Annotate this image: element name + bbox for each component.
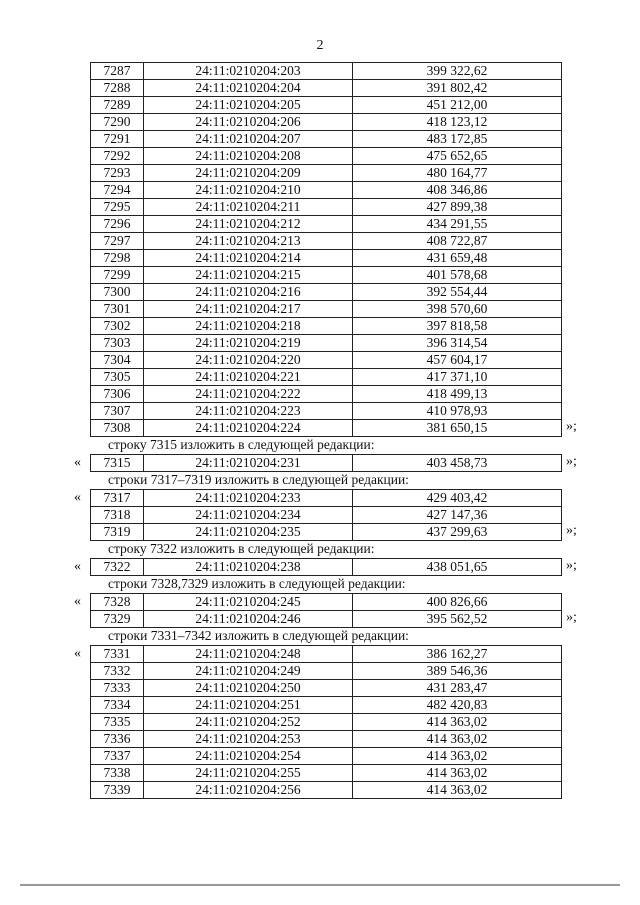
value-cell: 398 570,60 — [353, 301, 562, 318]
row-number-cell: 7288 — [91, 80, 144, 97]
row-number-cell: 7296 — [91, 216, 144, 233]
value-cell: 391 802,42 — [353, 80, 562, 97]
row-number-cell: 7303 — [91, 335, 144, 352]
cadastral-number-cell: 24:11:0210204:212 — [144, 216, 353, 233]
value-cell: 418 499,13 — [353, 386, 562, 403]
table-row — [91, 182, 562, 199]
value-cell: 395 562,52 — [353, 611, 562, 628]
table-row — [91, 352, 562, 369]
value-cell: 414 363,02 — [353, 714, 562, 731]
row-number-cell: 7292 — [91, 148, 144, 165]
table-row — [91, 131, 562, 148]
row-number-cell: 7302 — [91, 318, 144, 335]
row-number-cell: 7335 — [91, 714, 144, 731]
row-number-cell: 7329 — [91, 611, 144, 628]
cadastral-number-cell: 24:11:0210204:220 — [144, 352, 353, 369]
cadastral-number-cell: 24:11:0210204:249 — [144, 663, 353, 680]
row-number-cell: 7293 — [91, 165, 144, 182]
table-row — [91, 490, 562, 507]
section-instruction: строку 7322 изложить в следующей редакции: — [108, 541, 375, 556]
table-row — [91, 250, 562, 267]
row-number-cell: 7291 — [91, 131, 144, 148]
opening-quote: « — [74, 594, 81, 609]
cadastral-number-cell: 24:11:0210204:255 — [144, 765, 353, 782]
value-cell: 418 123,12 — [353, 114, 562, 131]
closing-quote: »; — [566, 610, 577, 625]
table-row — [91, 165, 562, 182]
section-instruction: строки 7328,7329 изложить в следующей редакции: — [108, 576, 406, 591]
row-number-cell: 7300 — [91, 284, 144, 301]
cadastral-number-cell: 24:11:0210204:208 — [144, 148, 353, 165]
cadastral-number-cell: 24:11:0210204:204 — [144, 80, 353, 97]
value-cell: 400 826,66 — [353, 594, 562, 611]
table-row — [91, 594, 562, 611]
cadastral-number-cell: 24:11:0210204:234 — [144, 507, 353, 524]
cadastral-number-cell: 24:11:0210204:216 — [144, 284, 353, 301]
row-number-cell: 7334 — [91, 697, 144, 714]
table-row — [91, 731, 562, 748]
cadastral-number-cell: 24:11:0210204:238 — [144, 559, 353, 576]
value-cell: 410 978,93 — [353, 403, 562, 420]
value-cell: 397 818,58 — [353, 318, 562, 335]
cadastral-number-cell: 24:11:0210204:206 — [144, 114, 353, 131]
row-number-cell: 7305 — [91, 369, 144, 386]
closing-quote: »; — [566, 419, 577, 434]
opening-quote: « — [74, 455, 81, 470]
value-cell: 482 420,83 — [353, 697, 562, 714]
cadastral-number-cell: 24:11:0210204:217 — [144, 301, 353, 318]
table-row — [91, 216, 562, 233]
table-row — [91, 335, 562, 352]
cadastral-number-cell: 24:11:0210204:222 — [144, 386, 353, 403]
value-cell: 437 299,63 — [353, 524, 562, 541]
table-row — [91, 748, 562, 765]
table-row — [91, 714, 562, 731]
cadastral-number-cell: 24:11:0210204:215 — [144, 267, 353, 284]
value-cell: 389 546,36 — [353, 663, 562, 680]
table-row — [91, 386, 562, 403]
row-number-cell: 7287 — [91, 63, 144, 80]
table-row — [91, 420, 562, 437]
value-cell: 431 283,47 — [353, 680, 562, 697]
table-row — [91, 507, 562, 524]
cadastral-number-cell: 24:11:0210204:203 — [144, 63, 353, 80]
cadastral-number-cell: 24:11:0210204:248 — [144, 646, 353, 663]
table-row — [91, 318, 562, 335]
row-number-cell: 7297 — [91, 233, 144, 250]
cadastral-number-cell: 24:11:0210204:218 — [144, 318, 353, 335]
table-row — [91, 403, 562, 420]
cadastral-number-cell: 24:11:0210204:219 — [144, 335, 353, 352]
table-row — [91, 199, 562, 216]
row-number-cell: 7331 — [91, 646, 144, 663]
value-cell: 431 659,48 — [353, 250, 562, 267]
cadastral-number-cell: 24:11:0210204:233 — [144, 490, 353, 507]
value-cell: 403 458,73 — [353, 455, 562, 472]
row-number-cell: 7308 — [91, 420, 144, 437]
cadastral-number-cell: 24:11:0210204:250 — [144, 680, 353, 697]
cadastral-number-cell: 24:11:0210204:235 — [144, 524, 353, 541]
value-cell: 396 314,54 — [353, 335, 562, 352]
value-cell: 429 403,42 — [353, 490, 562, 507]
cadastral-number-cell: 24:11:0210204:246 — [144, 611, 353, 628]
row-number-cell: 7332 — [91, 663, 144, 680]
row-number-cell: 7338 — [91, 765, 144, 782]
cadastral-number-cell: 24:11:0210204:213 — [144, 233, 353, 250]
value-cell: 427 899,38 — [353, 199, 562, 216]
closing-quote: »; — [566, 523, 577, 538]
row-number-cell: 7306 — [91, 386, 144, 403]
table-row — [91, 559, 562, 576]
cadastral-number-cell: 24:11:0210204:224 — [144, 420, 353, 437]
cadastral-number-cell: 24:11:0210204:253 — [144, 731, 353, 748]
value-cell: 381 650,15 — [353, 420, 562, 437]
row-number-cell: 7339 — [91, 782, 144, 799]
row-number-cell: 7319 — [91, 524, 144, 541]
value-cell: 414 363,02 — [353, 765, 562, 782]
row-number-cell: 7315 — [91, 455, 144, 472]
amendment-table — [90, 645, 562, 799]
table-row — [91, 611, 562, 628]
table-row — [91, 63, 562, 80]
cadastral-number-cell: 24:11:0210204:245 — [144, 594, 353, 611]
cadastral-number-cell: 24:11:0210204:252 — [144, 714, 353, 731]
value-cell: 457 604,17 — [353, 352, 562, 369]
row-number-cell: 7337 — [91, 748, 144, 765]
value-cell: 414 363,02 — [353, 731, 562, 748]
cadastral-number-cell: 24:11:0210204:205 — [144, 97, 353, 114]
row-number-cell: 7307 — [91, 403, 144, 420]
value-cell: 417 371,10 — [353, 369, 562, 386]
row-number-cell: 7298 — [91, 250, 144, 267]
closing-quote: »; — [566, 558, 577, 573]
table-row — [91, 697, 562, 714]
cadastral-number-cell: 24:11:0210204:209 — [144, 165, 353, 182]
scan-edge-line — [20, 884, 620, 886]
value-cell: 414 363,02 — [353, 748, 562, 765]
amendment-table — [90, 558, 562, 576]
row-number-cell: 7295 — [91, 199, 144, 216]
table-row — [91, 524, 562, 541]
closing-quote: »; — [566, 454, 577, 469]
cadastral-number-cell: 24:11:0210204:211 — [144, 199, 353, 216]
table-row — [91, 284, 562, 301]
table-row — [91, 765, 562, 782]
value-cell: 399 322,62 — [353, 63, 562, 80]
row-number-cell: 7294 — [91, 182, 144, 199]
table-row — [91, 663, 562, 680]
cadastral-number-cell: 24:11:0210204:231 — [144, 455, 353, 472]
row-number-cell: 7299 — [91, 267, 144, 284]
row-number-cell: 7328 — [91, 594, 144, 611]
row-number-cell: 7301 — [91, 301, 144, 318]
table-row — [91, 97, 562, 114]
row-number-cell: 7333 — [91, 680, 144, 697]
value-cell: 475 652,65 — [353, 148, 562, 165]
opening-quote: « — [74, 490, 81, 505]
cadastral-number-cell: 24:11:0210204:210 — [144, 182, 353, 199]
table-row — [91, 369, 562, 386]
cadastral-number-cell: 24:11:0210204:256 — [144, 782, 353, 799]
value-cell: 386 162,27 — [353, 646, 562, 663]
cadastral-number-cell: 24:11:0210204:251 — [144, 697, 353, 714]
value-cell: 414 363,02 — [353, 782, 562, 799]
table-row — [91, 782, 562, 799]
value-cell: 392 554,44 — [353, 284, 562, 301]
table-row — [91, 114, 562, 131]
opening-quote: « — [74, 646, 81, 661]
value-cell: 401 578,68 — [353, 267, 562, 284]
cadastral-number-cell: 24:11:0210204:207 — [144, 131, 353, 148]
value-cell: 408 722,87 — [353, 233, 562, 250]
main-table — [90, 62, 562, 437]
cadastral-number-cell: 24:11:0210204:221 — [144, 369, 353, 386]
amendment-table — [90, 593, 562, 628]
cadastral-number-cell: 24:11:0210204:223 — [144, 403, 353, 420]
table-row — [91, 455, 562, 472]
table-row — [91, 80, 562, 97]
cadastral-number-cell: 24:11:0210204:254 — [144, 748, 353, 765]
amendment-table — [90, 489, 562, 541]
value-cell: 451 212,00 — [353, 97, 562, 114]
page-number: 2 — [316, 38, 324, 53]
row-number-cell: 7290 — [91, 114, 144, 131]
row-number-cell: 7322 — [91, 559, 144, 576]
value-cell: 434 291,55 — [353, 216, 562, 233]
value-cell: 480 164,77 — [353, 165, 562, 182]
value-cell: 408 346,86 — [353, 182, 562, 199]
row-number-cell: 7289 — [91, 97, 144, 114]
table-row — [91, 233, 562, 250]
section-instruction: строки 7317–7319 изложить в следующей редакции: — [108, 472, 409, 487]
row-number-cell: 7304 — [91, 352, 144, 369]
row-number-cell: 7336 — [91, 731, 144, 748]
table-row — [91, 148, 562, 165]
cadastral-number-cell: 24:11:0210204:214 — [144, 250, 353, 267]
row-number-cell: 7318 — [91, 507, 144, 524]
section-instruction: строку 7315 изложить в следующей редакции: — [108, 437, 375, 452]
table-row — [91, 646, 562, 663]
opening-quote: « — [74, 559, 81, 574]
section-instruction: строки 7331–7342 изложить в следующей редакции: — [108, 628, 409, 643]
value-cell: 438 051,65 — [353, 559, 562, 576]
amendment-table — [90, 454, 562, 472]
table-row — [91, 680, 562, 697]
value-cell: 427 147,36 — [353, 507, 562, 524]
table-row — [91, 267, 562, 284]
row-number-cell: 7317 — [91, 490, 144, 507]
value-cell: 483 172,85 — [353, 131, 562, 148]
table-row — [91, 301, 562, 318]
